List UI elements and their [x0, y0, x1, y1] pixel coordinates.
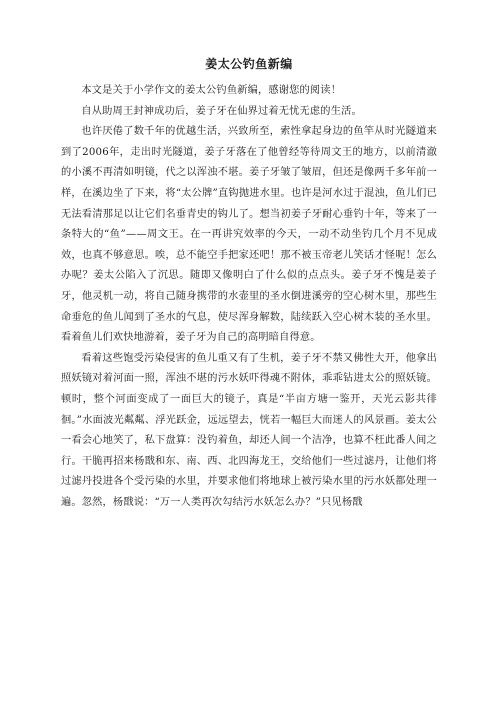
document-page [61, 56, 437, 513]
paragraph-3: 也许厌倦了数千年的优越生活，兴致所至，索性拿起身边的鱼竿从时光隧道来到了2006年，走出时光隧道，姜子牙落在了他曾经等待周文王的地方，以前清澈的小溪不再清如明镜，代之以浑浊不堪。姜子牙皱了皱眉，但还是像两千多年前一样，在溪边坐了下来，将“太公牌”直钩抛进水里。也许是河水过于混浊，鱼儿们已无法看清那足以让它们名垂青史的钩儿了。想当初姜子牙耐心垂钓十年，等来了一条特大的“鱼”——周文王。在一再讲究效率的今天，一动不动坐钓几个月不见成效，也真不够意思。唉，总不能空手把家还吧！那不被玉帝老儿笑话才怪呢！怎么办呢？姜太公陷入了沉思。随即又像明白了什么似的点点头。姜子牙不愧是姜子牙，他灵机一动，将自己随身携带的水壶里的圣水倒进溪旁的空心树木里，那些生命垂危的鱼儿闻到了圣水的气息，使尽浑身解数，陆续跃入空心树木装的圣水里。看着鱼儿们欢快地游着，姜子牙为自己的高明暗自得意。 [61, 126, 437, 344]
paragraph-2: 自从助周王封神成功后，姜子牙在仙界过着无忧无虑的生活。 [81, 105, 362, 117]
paragraph-intro: 本文是关于小学作文的姜太公钓鱼新编，感谢您的阅读！ [81, 85, 342, 96]
document-title: 姜太公钓鱼新编 [205, 57, 293, 71]
paragraph-4: 看着这些饱受污染侵害的鱼儿重又有了生机，姜子牙不禁又佛性大开，他拿出照妖镜对着河面一照，浑浊不堪的污水妖吓得魂不附体，乖乖钻进太公的照妖镜。顿时，整个河面变成了一面巨大的镜子，真是“半亩方塘一鉴开，天光云影共徘徊。”水面波光粼粼、浮光跃金，远远望去，恍若一幅巨大而迷人的风景画。姜太公一看会心地笑了，私下盘算：没钓着鱼，却还人间一个洁净，也算不枉此番人间之行。干脆再招来杨戬和东、南、西、北四海龙王，交给他们一些过滤丹，让他们将过滤丹投进各个受污染的水里，并要求他们将地球上被污染水里的污水妖都处理一遍。忽然，杨戬说：“万一人类再次勾结污水妖怎么办？”只见杨戬 [61, 352, 437, 508]
